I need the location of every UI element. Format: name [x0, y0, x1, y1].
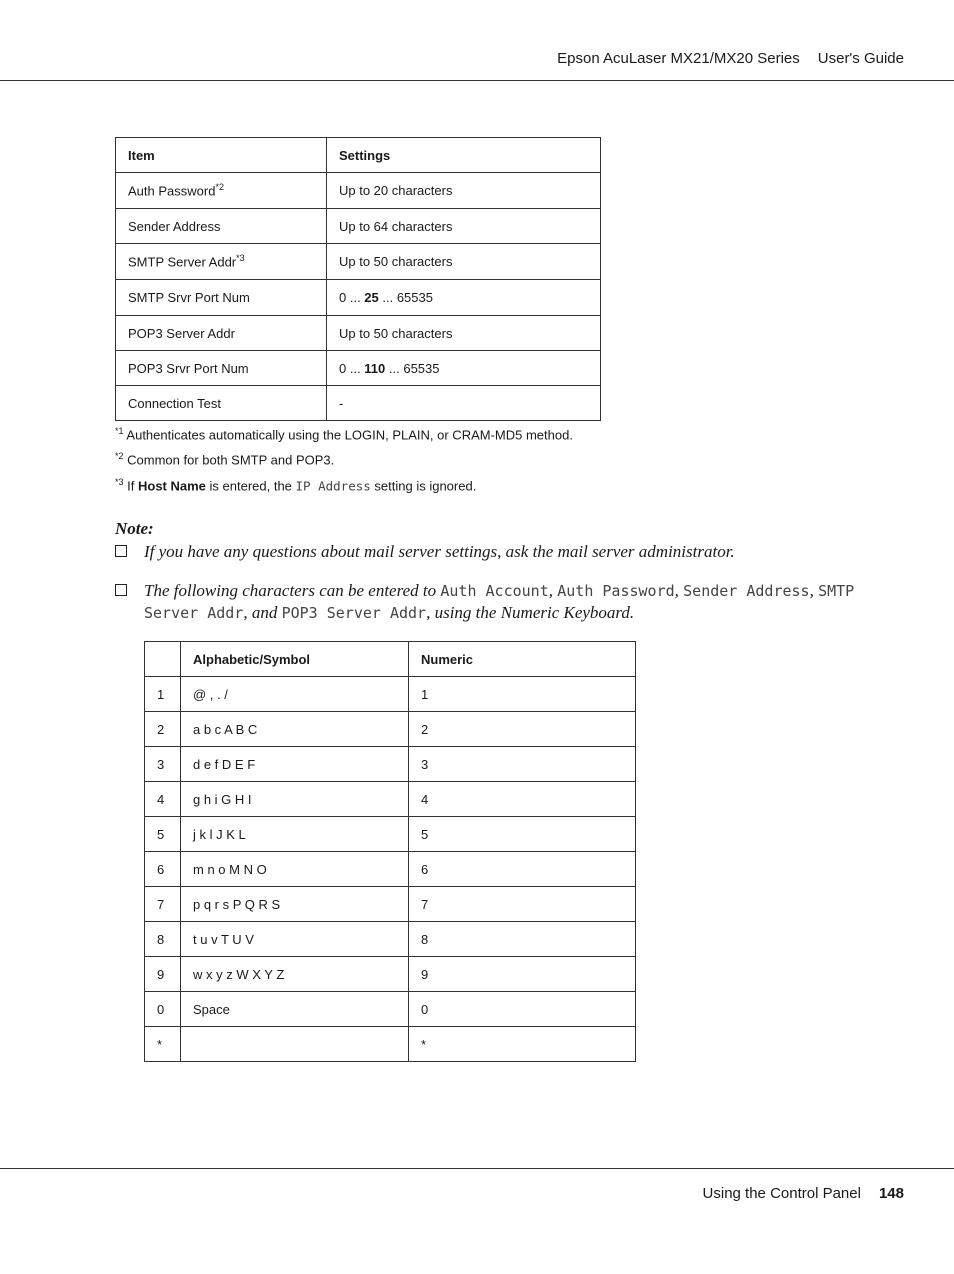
key-cell: 9 [145, 957, 181, 992]
table-row [116, 351, 601, 386]
key-cell: 4 [145, 782, 181, 817]
settings-cell: - [327, 386, 601, 421]
key-cell: 7 [145, 887, 181, 922]
page-header [557, 50, 904, 67]
settings-cell: Up to 20 characters [327, 173, 601, 209]
item-cell: Auth Password$^{*2}$ [116, 173, 327, 209]
alpha-cell: m n o M N O [181, 852, 409, 887]
settings-cell: Up to 50 characters [327, 244, 601, 280]
guide-title: User's Guide [817, 50, 904, 67]
settings-cell: 0 ... 25 ... 65535 [327, 280, 601, 316]
numeric-cell: 8 [409, 922, 636, 957]
column-header: Alphabetic/Symbol [181, 642, 409, 677]
column-header: Settings [327, 138, 601, 173]
table-row [116, 386, 601, 421]
column-header [145, 642, 181, 677]
item-cell: SMTP Srvr Port Num [116, 280, 327, 316]
table-row [145, 747, 636, 782]
numeric-cell: * [409, 1027, 636, 1062]
product-title: Epson AcuLaser MX21/MX20 Series [557, 50, 800, 67]
settings-table [115, 137, 601, 421]
table-row [116, 244, 601, 280]
settings-cell: Up to 50 characters [327, 316, 601, 351]
table-row [145, 922, 636, 957]
alpha-cell: g h i G H I [181, 782, 409, 817]
footnote-3: $^{*3}$ If Host Name is entered, the IP Address setting is ignored. [115, 477, 477, 494]
table-row [145, 712, 636, 747]
footnote-2: $^{*2}$ Common for both SMTP and POP3. [115, 451, 335, 468]
key-cell: 2 [145, 712, 181, 747]
table-header-row [145, 642, 636, 677]
alpha-cell: d e f D E F [181, 747, 409, 782]
keypad-table [144, 641, 636, 1062]
table-row [145, 957, 636, 992]
table-row [116, 280, 601, 316]
numeric-cell: 6 [409, 852, 636, 887]
table-row [145, 1027, 636, 1062]
numeric-cell: 0 [409, 992, 636, 1027]
numeric-cell: 4 [409, 782, 636, 817]
key-cell: 0 [145, 992, 181, 1027]
page-footer [703, 1185, 904, 1202]
numeric-cell: 5 [409, 817, 636, 852]
settings-cell: 0 ... 110 ... 65535 [327, 351, 601, 386]
footnote-1: $^{*1}$ Authenticates automatically using the LOGIN, PLAIN, or CRAM-MD5 method. [115, 426, 573, 443]
alpha-cell [181, 1027, 409, 1062]
item-cell: Sender Address [116, 209, 327, 244]
key-cell: 6 [145, 852, 181, 887]
alpha-cell: p q r s P Q R S [181, 887, 409, 922]
key-cell: 3 [145, 747, 181, 782]
section-title: Using the Control Panel [702, 1185, 861, 1202]
alpha-cell: j k l J K L [181, 817, 409, 852]
table-row [145, 677, 636, 712]
page-number: 148 [878, 1185, 904, 1202]
header-rule [0, 80, 954, 81]
key-cell: 1 [145, 677, 181, 712]
footnote-ref: *2 [215, 182, 224, 193]
table-header-row [116, 138, 601, 173]
footer-rule [0, 1168, 954, 1169]
alpha-cell: Space [181, 992, 409, 1027]
key-cell: 8 [145, 922, 181, 957]
key-cell: * [145, 1027, 181, 1062]
alpha-cell: w x y z W X Y Z [181, 957, 409, 992]
table-row [145, 782, 636, 817]
footnote-ref: *3 [236, 253, 245, 264]
table-row [145, 992, 636, 1027]
numeric-cell: 9 [409, 957, 636, 992]
table-row [116, 209, 601, 244]
alpha-cell: @ , . / [181, 677, 409, 712]
table-row [116, 316, 601, 351]
column-header: Numeric [409, 642, 636, 677]
item-cell: POP3 Srvr Port Num [116, 351, 327, 386]
note-item: If you have any questions about mail server settings, ask the mail server administrator. [115, 541, 895, 563]
alpha-cell: a b c A B C [181, 712, 409, 747]
checkbox-bullet-icon [115, 545, 127, 557]
alpha-cell: t u v T U V [181, 922, 409, 957]
item-cell: Connection Test [116, 386, 327, 421]
table-row [116, 173, 601, 209]
table-row [145, 887, 636, 922]
numeric-cell: 7 [409, 887, 636, 922]
key-cell: 5 [145, 817, 181, 852]
column-header: Item [116, 138, 327, 173]
note-item: The following characters can be entered to Auth Account, Auth Password, Sender Address, SMTP Server Addr, and POP3 Server Addr, using the Numeric Keyboard. [115, 580, 895, 624]
checkbox-bullet-icon [115, 584, 127, 596]
table-row [145, 852, 636, 887]
note-title: Note: [115, 519, 154, 538]
item-cell: SMTP Server Addr$^{*3}$ [116, 244, 327, 280]
numeric-cell: 3 [409, 747, 636, 782]
table-row [145, 817, 636, 852]
numeric-cell: 1 [409, 677, 636, 712]
numeric-cell: 2 [409, 712, 636, 747]
settings-cell: Up to 64 characters [327, 209, 601, 244]
item-cell: POP3 Server Addr [116, 316, 327, 351]
